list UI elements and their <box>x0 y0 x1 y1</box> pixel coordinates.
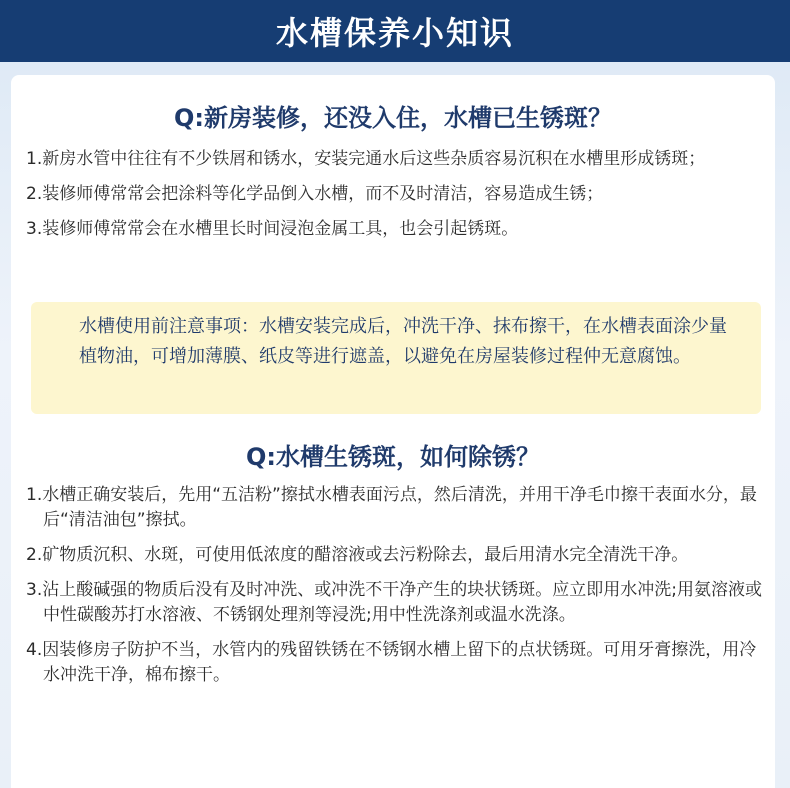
list-item: 3.沾上酸碱强的物质后没有及时冲洗、或冲洗不干净产生的块状锈斑。应立即用水冲洗;用氨溶液或中性碳酸苏打水溶液、不锈钢处理剂等浸洗;用中性洗涤剂或温水洗涤。 <box>26 580 762 625</box>
answer-list-2 <box>26 483 766 698</box>
list-item: 2.矿物质沉积、水斑，可使用低浓度的醋溶液或去污粉除去，最后用清水完全清洗干净。 <box>26 545 689 565</box>
question-heading-2: Q:水槽生锈斑，如何除锈？ <box>246 443 540 471</box>
notice-text: 水槽使用前注意事项：水槽安装完成后，冲洗干净、抹布擦干，在水槽表面涂少量植物油，可增加薄膜、纸皮等进行遮盖，以避免在房屋装修过程仲无意腐蚀。 <box>79 316 727 367</box>
list-item: 1.新房水管中往往有不少铁屑和锈水，安装完通水后这些杂质容易沉积在水槽里形成锈斑； <box>26 149 706 169</box>
answer-list-1 <box>26 147 766 252</box>
header-banner <box>0 0 790 62</box>
list-item: 3.装修师傅常常会在水槽里长时间浸泡金属工具，也会引起锈斑。 <box>26 219 519 239</box>
notice-box <box>31 302 761 414</box>
question-heading-1: Q:新房装修，还没入住，水槽已生锈斑？ <box>174 104 612 132</box>
content-card <box>11 75 775 788</box>
list-item: 2.装修师傅常常会把涂料等化学品倒入水槽，而不及时清洁，容易造成生锈； <box>26 184 604 204</box>
list-item: 1.水槽正确安装后，先用“五洁粉”擦拭水槽表面污点，然后清洗，并用干净毛巾擦干表面水分，最后“清洁油包”擦拭。 <box>26 485 757 530</box>
page-title: 水槽保养小知识 <box>275 14 514 52</box>
list-item: 4.因装修房子防护不当，水管内的残留铁锈在不锈钢水槽上留下的点状锈斑。可用牙膏擦洗，用冷水冲洗干净，棉布擦干。 <box>26 640 757 685</box>
